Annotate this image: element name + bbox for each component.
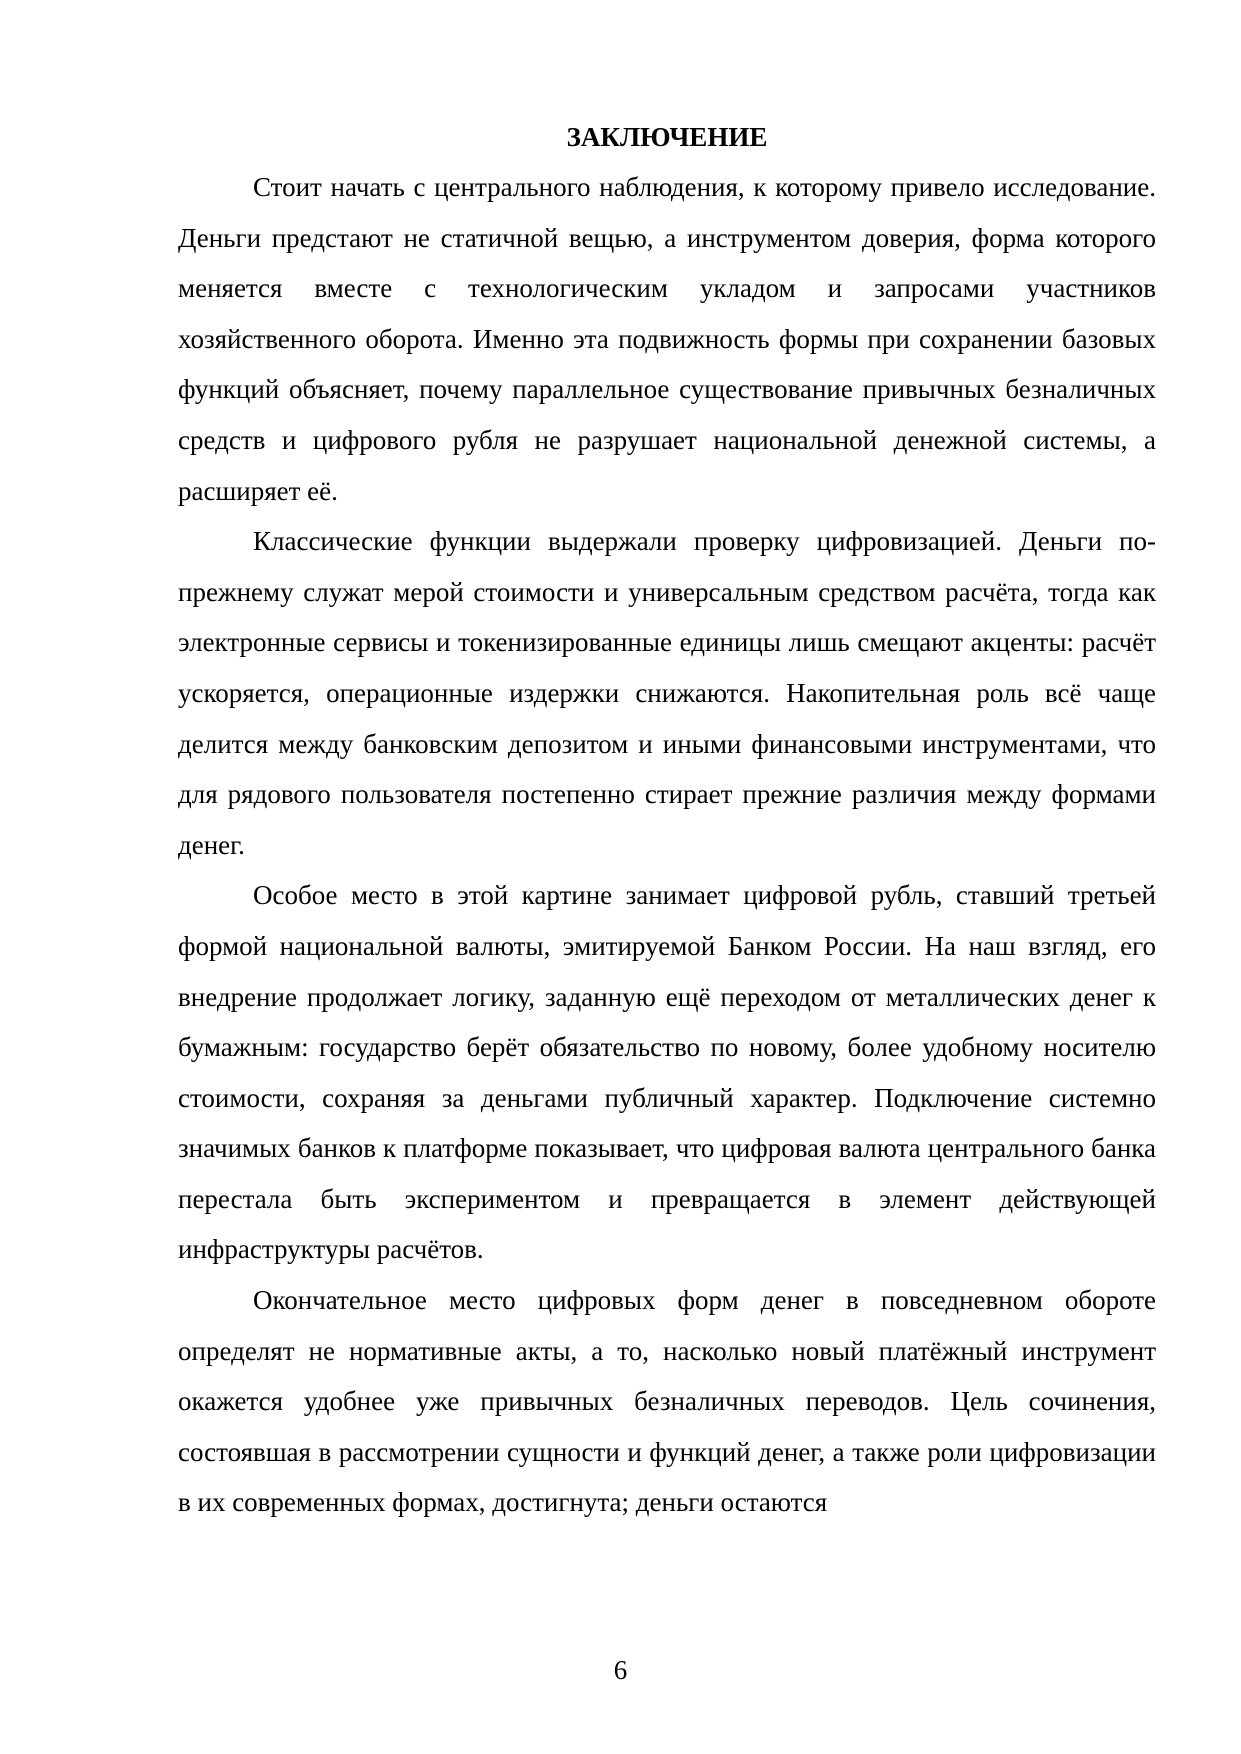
page-content [178, 112, 1156, 1528]
paragraph-1: Стоит начать с центрального наблюдения, к которому привело исследование. Деньги предстают не статичной вещью, а инструментом доверия, форма которого меняется вместе с технологическим укладом и запросами участников хозяйственного оборота. Именно эта подвижность формы при сохранении базовых функций объясняет, почему параллельное существование привычных безналичных средств и цифрового рубля не разрушает национальной денежной системы, а расширяет её. [178, 172, 1156, 506]
paragraph-3: Особое место в этой картине занимает цифровой рубль, ставший третьей формой национальной валюты, эмитируемой Банком России. На наш взгляд, его внедрение продолжает логику, заданную ещё переходом от металлических денег к бумажным: государство берёт обязательство по новому, более удобному носителю стоимости, сохраняя за деньгами публичный характер. Подключение системно значимых банков к платформе показывает, что цифровая валюта центрального банка перестала быть экспериментом и превращается в элемент действующей инфраструктуры расчётов. [178, 880, 1156, 1265]
paragraph-2: Классические функции выдержали проверку цифровизацией. Деньги по-прежнему служат мерой стоимости и универсальным средством расчёта, тогда как электронные сервисы и токенизированные единицы лишь смещают акценты: расчёт ускоряется, операционные издержки снижаются. Накопительная роль всё чаще делится между банковским депозитом и иными финансовыми инструментами, что для рядового пользователя постепенно стирает прежние различия между формами денег. [178, 526, 1156, 860]
page-number: 6 [613, 1655, 628, 1685]
section-heading: ЗАКЛЮЧЕНИЕ [566, 122, 768, 152]
paragraph-4: Окончательное место цифровых форм денег в повседневном обороте определят не нормативные акты, а то, насколько новый платёжный инструмент окажется удобнее уже привычных безналичных переводов. Цель сочинения, состоявшая в рассмотрении сущности и функций денег, а также роли цифровизации в их современных формах, достигнута; деньги остаются [178, 1285, 1156, 1518]
